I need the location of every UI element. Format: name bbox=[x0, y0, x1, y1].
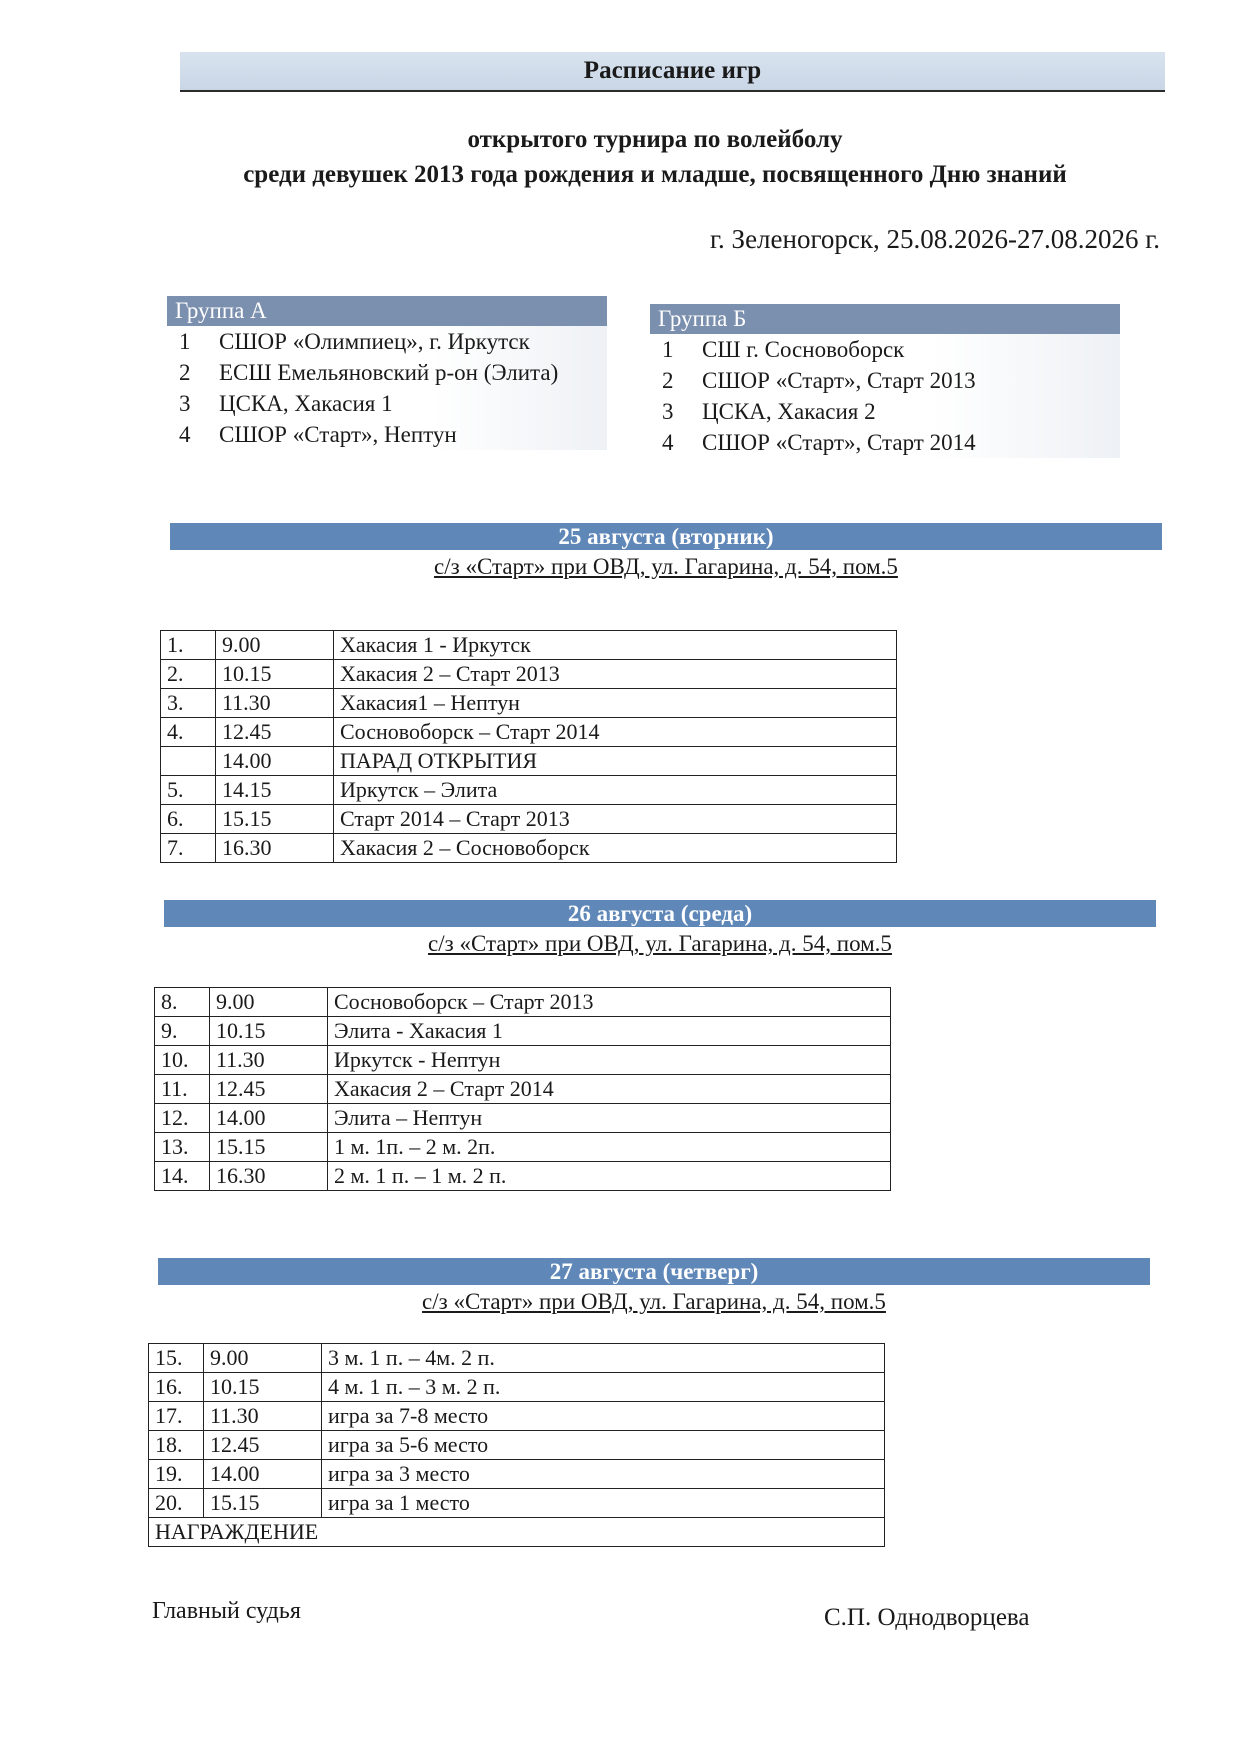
game-time: 14.00 bbox=[216, 747, 334, 776]
table-row bbox=[149, 1460, 885, 1489]
game-match: Хакасия 2 – Старт 2014 bbox=[328, 1075, 891, 1104]
document-title: Расписание игр bbox=[180, 52, 1165, 92]
team-number: 1 bbox=[662, 337, 674, 362]
game-match: Хакасия 2 – Старт 2013 bbox=[334, 660, 897, 689]
chief-judge-name: С.П. Однодворцева bbox=[824, 1604, 1030, 1631]
group-b bbox=[650, 304, 1120, 458]
game-time: 10.15 bbox=[204, 1373, 322, 1402]
game-number: 8. bbox=[155, 988, 210, 1017]
game-number: 13. bbox=[155, 1133, 210, 1162]
game-match: 4 м. 1 п. – 3 м. 2 п. bbox=[322, 1373, 885, 1402]
game-number: 2. bbox=[161, 660, 216, 689]
group-b-row bbox=[650, 427, 1120, 458]
game-match: 3 м. 1 п. – 4м. 2 п. bbox=[322, 1344, 885, 1373]
table-row bbox=[155, 1104, 891, 1133]
group-a-row bbox=[167, 357, 607, 388]
game-number: 9. bbox=[155, 1017, 210, 1046]
game-time: 11.30 bbox=[204, 1402, 322, 1431]
game-match: Хакасия 1 - Иркутск bbox=[334, 631, 897, 660]
group-b-row bbox=[650, 334, 1120, 365]
game-time: 15.15 bbox=[216, 805, 334, 834]
game-time: 14.00 bbox=[204, 1460, 322, 1489]
team-number: 4 bbox=[662, 430, 674, 455]
table-row bbox=[155, 1075, 891, 1104]
game-time: 9.00 bbox=[204, 1344, 322, 1373]
game-time: 16.30 bbox=[210, 1162, 328, 1191]
game-time: 10.15 bbox=[210, 1017, 328, 1046]
day-1-header: 25 августа (вторник) bbox=[170, 523, 1162, 550]
game-number: 6. bbox=[161, 805, 216, 834]
game-time: 9.00 bbox=[210, 988, 328, 1017]
game-match: Старт 2014 – Старт 2013 bbox=[334, 805, 897, 834]
game-number: 3. bbox=[161, 689, 216, 718]
game-time: 10.15 bbox=[216, 660, 334, 689]
team-name: СШОР «Олимпиец», г. Иркутск bbox=[219, 329, 530, 354]
game-number: 4. bbox=[161, 718, 216, 747]
game-number: 12. bbox=[155, 1104, 210, 1133]
table-row bbox=[149, 1402, 885, 1431]
group-a-row bbox=[167, 388, 607, 419]
table-row bbox=[161, 660, 897, 689]
subtitle-line-1: открытого турнира по волейболу bbox=[467, 126, 843, 153]
team-name: ЕСШ Емельяновский р-он (Элита) bbox=[219, 360, 559, 385]
game-number: 5. bbox=[161, 776, 216, 805]
table-row bbox=[155, 988, 891, 1017]
group-b-row bbox=[650, 396, 1120, 427]
team-number: 4 bbox=[179, 422, 191, 447]
team-name: ЦСКА, Хакасия 1 bbox=[219, 391, 393, 416]
group-a-row bbox=[167, 326, 607, 357]
team-number: 2 bbox=[179, 360, 191, 385]
day-2-schedule-table bbox=[154, 987, 891, 1191]
game-number: 10. bbox=[155, 1046, 210, 1075]
team-name: СШ г. Сосновоборск bbox=[702, 337, 905, 362]
day-2-header: 26 августа (среда) bbox=[164, 900, 1156, 927]
day-1-schedule-table bbox=[160, 630, 897, 863]
team-name: СШОР «Старт», Старт 2014 bbox=[702, 430, 976, 455]
group-a bbox=[167, 296, 607, 450]
table-row bbox=[149, 1344, 885, 1373]
day-3-header: 27 августа (четверг) bbox=[158, 1258, 1150, 1285]
team-name: СШОР «Старт», Старт 2013 bbox=[702, 368, 976, 393]
game-time: 16.30 bbox=[216, 834, 334, 863]
table-row bbox=[149, 1373, 885, 1402]
game-match: Элита - Хакасия 1 bbox=[328, 1017, 891, 1046]
day-2-venue: с/з «Старт» при ОВД, ул. Гагарина, д. 54, пом.5 bbox=[428, 931, 892, 956]
day-1-venue: с/з «Старт» при ОВД, ул. Гагарина, д. 54, пом.5 bbox=[434, 554, 898, 579]
place-dates: г. Зеленогорск, 25.08.2026-27.08.2026 г. bbox=[710, 224, 1160, 254]
game-number: 1. bbox=[161, 631, 216, 660]
team-number: 2 bbox=[662, 368, 674, 393]
game-time: 9.00 bbox=[216, 631, 334, 660]
game-match: игра за 7-8 место bbox=[322, 1402, 885, 1431]
team-number: 3 bbox=[179, 391, 191, 416]
awards-row: НАГРАЖДЕНИЕ bbox=[149, 1518, 885, 1547]
game-number bbox=[161, 747, 216, 776]
table-row bbox=[161, 631, 897, 660]
game-number: 11. bbox=[155, 1075, 210, 1104]
game-time: 12.45 bbox=[216, 718, 334, 747]
group-a-header: Группа А bbox=[167, 296, 607, 326]
table-row bbox=[161, 689, 897, 718]
table-row bbox=[155, 1017, 891, 1046]
day-3-schedule-table bbox=[148, 1343, 885, 1547]
game-match: Сосновоборск – Старт 2014 bbox=[334, 718, 897, 747]
game-time: 12.45 bbox=[210, 1075, 328, 1104]
subtitle-line-2: среди девушек 2013 года рождения и младше, посвященного Дню знаний bbox=[243, 161, 1067, 188]
team-number: 3 bbox=[662, 399, 674, 424]
game-time: 14.15 bbox=[216, 776, 334, 805]
team-name: ЦСКА, Хакасия 2 bbox=[702, 399, 876, 424]
team-name: СШОР «Старт», Нептун bbox=[219, 422, 457, 447]
table-row bbox=[155, 1046, 891, 1075]
group-b-header: Группа Б bbox=[650, 304, 1120, 334]
game-match: Элита – Нептун bbox=[328, 1104, 891, 1133]
game-match: Сосновоборск – Старт 2013 bbox=[328, 988, 891, 1017]
game-number: 20. bbox=[149, 1489, 204, 1518]
table-row bbox=[161, 805, 897, 834]
game-number: 15. bbox=[149, 1344, 204, 1373]
game-time: 11.30 bbox=[216, 689, 334, 718]
team-number: 1 bbox=[179, 329, 191, 354]
game-time: 15.15 bbox=[204, 1489, 322, 1518]
group-a-row bbox=[167, 419, 607, 450]
table-row bbox=[155, 1162, 891, 1191]
table-row bbox=[155, 1133, 891, 1162]
table-row bbox=[161, 718, 897, 747]
game-number: 19. bbox=[149, 1460, 204, 1489]
game-match: игра за 5-6 место bbox=[322, 1431, 885, 1460]
table-row bbox=[149, 1489, 885, 1518]
game-time: 12.45 bbox=[204, 1431, 322, 1460]
table-row bbox=[149, 1518, 885, 1547]
game-number: 14. bbox=[155, 1162, 210, 1191]
table-row bbox=[149, 1431, 885, 1460]
table-row bbox=[161, 834, 897, 863]
game-match: 1 м. 1п. – 2 м. 2п. bbox=[328, 1133, 891, 1162]
game-match: Иркутск – Элита bbox=[334, 776, 897, 805]
game-number: 16. bbox=[149, 1373, 204, 1402]
chief-judge-label: Главный судья bbox=[152, 1598, 301, 1624]
game-number: 7. bbox=[161, 834, 216, 863]
game-time: 14.00 bbox=[210, 1104, 328, 1133]
game-number: 17. bbox=[149, 1402, 204, 1431]
table-row bbox=[161, 747, 897, 776]
game-time: 11.30 bbox=[210, 1046, 328, 1075]
game-match: игра за 3 место bbox=[322, 1460, 885, 1489]
game-match: Иркутск - Нептун bbox=[328, 1046, 891, 1075]
day-3-venue: с/з «Старт» при ОВД, ул. Гагарина, д. 54, пом.5 bbox=[422, 1289, 886, 1314]
game-match: Хакасия 2 – Сосновоборск bbox=[334, 834, 897, 863]
game-number: 18. bbox=[149, 1431, 204, 1460]
game-match: 2 м. 1 п. – 1 м. 2 п. bbox=[328, 1162, 891, 1191]
game-match: игра за 1 место bbox=[322, 1489, 885, 1518]
game-time: 15.15 bbox=[210, 1133, 328, 1162]
game-match: Хакасия1 – Нептун bbox=[334, 689, 897, 718]
group-b-row bbox=[650, 365, 1120, 396]
game-match: ПАРАД ОТКРЫТИЯ bbox=[334, 747, 897, 776]
table-row bbox=[161, 776, 897, 805]
